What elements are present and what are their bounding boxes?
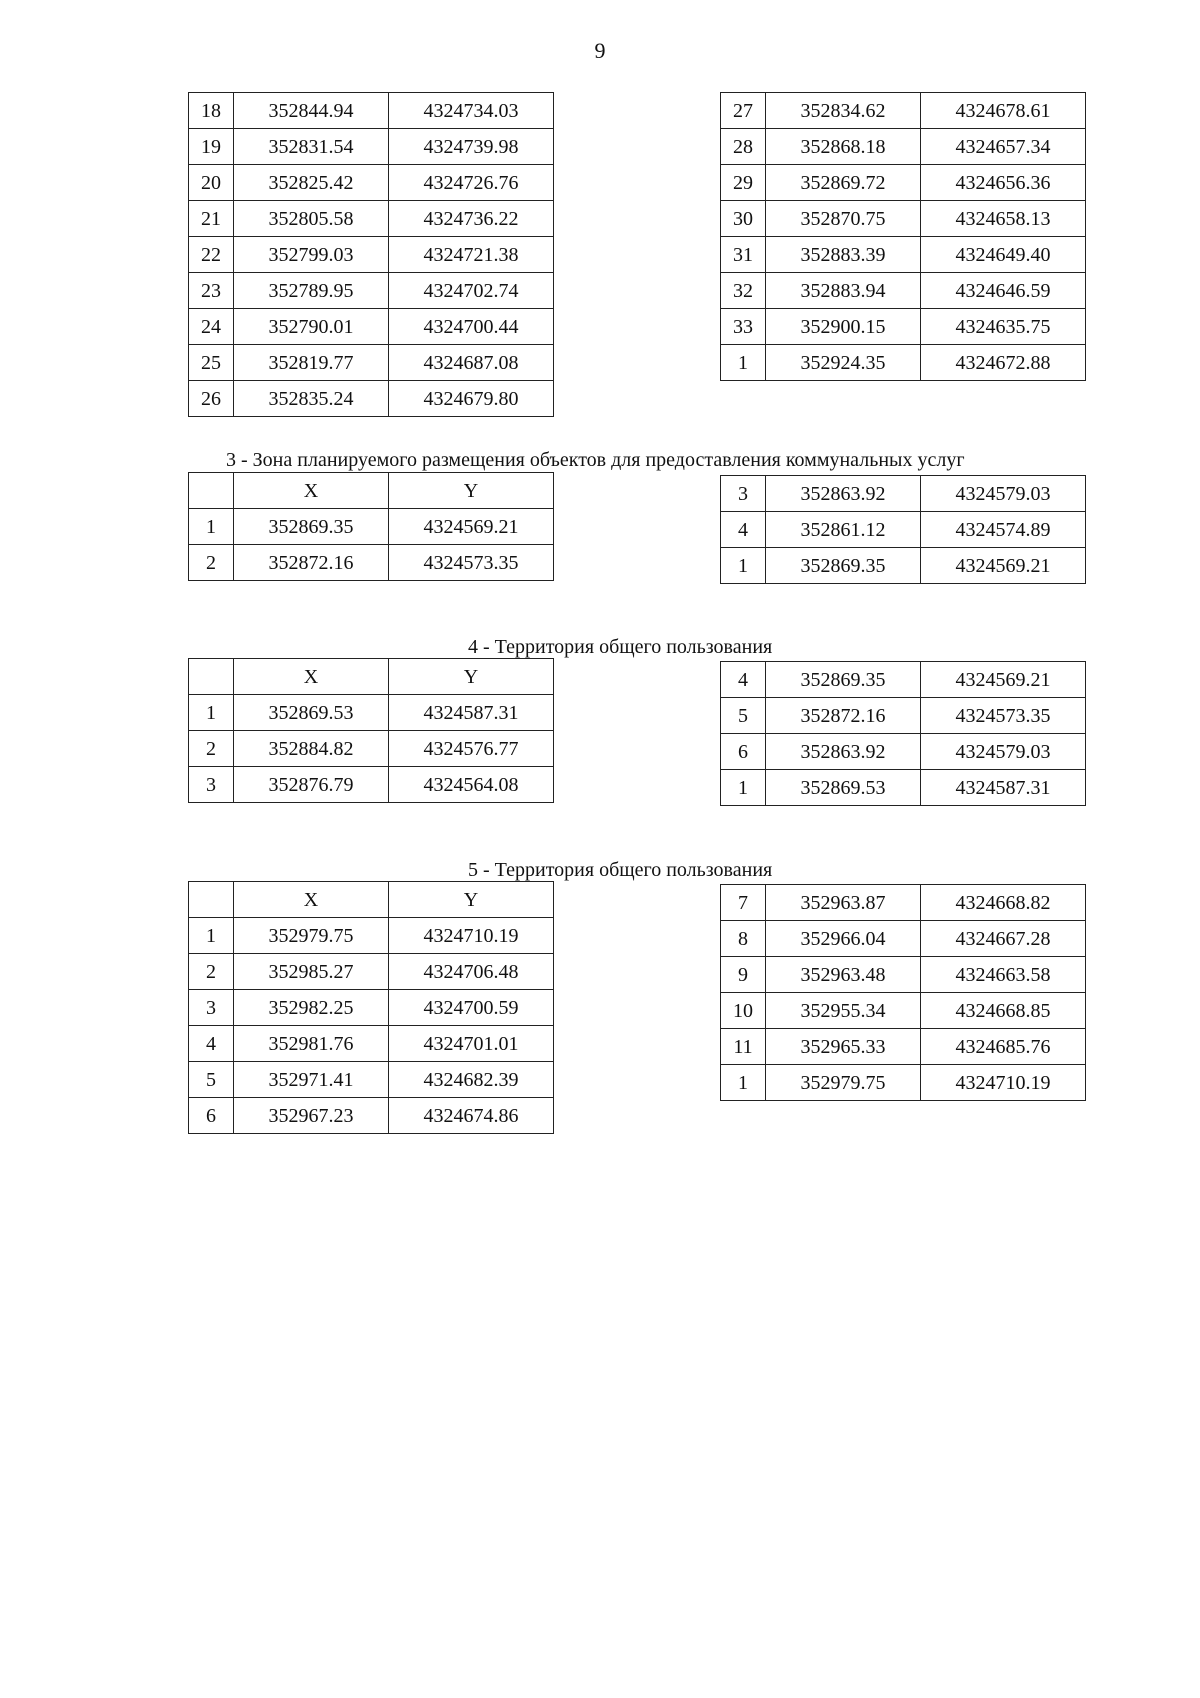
table-row: [189, 509, 554, 545]
table-row: [189, 695, 554, 731]
table-row: [189, 93, 554, 129]
y-coord-cell: 4324576.77: [389, 731, 554, 767]
point-number-cell: 4: [189, 1026, 234, 1062]
header-cell: X: [234, 882, 389, 918]
header-cell: [189, 659, 234, 695]
y-coord-cell: 4324573.35: [389, 545, 554, 581]
y-coord-cell: 4324678.61: [921, 93, 1086, 129]
point-number-cell: 24: [189, 309, 234, 345]
point-number-cell: 6: [189, 1098, 234, 1134]
x-coord-cell: 352872.16: [234, 545, 389, 581]
table-row: [189, 129, 554, 165]
table-header-row: [189, 473, 554, 509]
x-coord-cell: 352831.54: [234, 129, 389, 165]
point-number-cell: 29: [721, 165, 766, 201]
point-number-cell: 3: [721, 476, 766, 512]
x-coord-cell: 352869.53: [766, 770, 921, 806]
y-coord-cell: 4324721.38: [389, 237, 554, 273]
x-coord-cell: 352870.75: [766, 201, 921, 237]
point-number-cell: 7: [721, 885, 766, 921]
point-number-cell: 30: [721, 201, 766, 237]
y-coord-cell: 4324734.03: [389, 93, 554, 129]
y-coord-cell: 4324685.76: [921, 1029, 1086, 1065]
x-coord-cell: 352869.35: [766, 662, 921, 698]
y-coord-cell: 4324579.03: [921, 476, 1086, 512]
x-coord-cell: 352863.92: [766, 476, 921, 512]
header-cell: X: [234, 659, 389, 695]
x-coord-cell: 352868.18: [766, 129, 921, 165]
table-row: [721, 698, 1086, 734]
y-coord-cell: 4324726.76: [389, 165, 554, 201]
x-coord-cell: 352966.04: [766, 921, 921, 957]
table-row: [189, 165, 554, 201]
y-coord-cell: 4324682.39: [389, 1062, 554, 1098]
point-number-cell: 1: [721, 1065, 766, 1101]
y-coord-cell: 4324668.85: [921, 993, 1086, 1029]
table-row: [721, 957, 1086, 993]
coord-table-left: [188, 881, 554, 1134]
point-number-cell: 3: [189, 767, 234, 803]
y-coord-cell: 4324573.35: [921, 698, 1086, 734]
table-row: [721, 993, 1086, 1029]
x-coord-cell: 352924.35: [766, 345, 921, 381]
x-coord-cell: 352981.76: [234, 1026, 389, 1062]
x-coord-cell: 352869.35: [234, 509, 389, 545]
x-coord-cell: 352963.48: [766, 957, 921, 993]
point-number-cell: 11: [721, 1029, 766, 1065]
point-number-cell: 10: [721, 993, 766, 1029]
point-number-cell: 1: [721, 345, 766, 381]
x-coord-cell: 352900.15: [766, 309, 921, 345]
coord-table-right: [720, 92, 1086, 381]
x-coord-cell: 352825.42: [234, 165, 389, 201]
x-coord-cell: 352805.58: [234, 201, 389, 237]
x-coord-cell: 352979.75: [766, 1065, 921, 1101]
table-row: [189, 237, 554, 273]
x-coord-cell: 352971.41: [234, 1062, 389, 1098]
table-row: [189, 201, 554, 237]
table-row: [721, 885, 1086, 921]
point-number-cell: 2: [189, 731, 234, 767]
x-coord-cell: 352955.34: [766, 993, 921, 1029]
y-coord-cell: 4324736.22: [389, 201, 554, 237]
table-row: [721, 129, 1086, 165]
y-coord-cell: 4324635.75: [921, 309, 1086, 345]
table-row: [721, 770, 1086, 806]
y-coord-cell: 4324667.28: [921, 921, 1086, 957]
point-number-cell: 26: [189, 381, 234, 417]
x-coord-cell: 352819.77: [234, 345, 389, 381]
section-title: 5 - Территория общего пользования: [468, 859, 773, 881]
table-row: [721, 1029, 1086, 1065]
table-row: [189, 954, 554, 990]
section-title: 4 - Территория общего пользования: [468, 636, 773, 658]
y-coord-cell: 4324668.82: [921, 885, 1086, 921]
x-coord-cell: 352861.12: [766, 512, 921, 548]
y-coord-cell: 4324700.59: [389, 990, 554, 1026]
y-coord-cell: 4324587.31: [389, 695, 554, 731]
table-row: [189, 731, 554, 767]
table-row: [721, 273, 1086, 309]
y-coord-cell: 4324739.98: [389, 129, 554, 165]
point-number-cell: 9: [721, 957, 766, 993]
y-coord-cell: 4324569.21: [921, 548, 1086, 584]
y-coord-cell: 4324672.88: [921, 345, 1086, 381]
point-number-cell: 4: [721, 662, 766, 698]
table-row: [721, 921, 1086, 957]
y-coord-cell: 4324657.34: [921, 129, 1086, 165]
point-number-cell: 20: [189, 165, 234, 201]
header-cell: Y: [389, 659, 554, 695]
header-cell: [189, 882, 234, 918]
point-number-cell: 18: [189, 93, 234, 129]
coord-table-right: [720, 884, 1086, 1101]
table-row: [721, 201, 1086, 237]
page-number: 9: [594, 38, 606, 63]
point-number-cell: 23: [189, 273, 234, 309]
header-cell: Y: [389, 882, 554, 918]
table-row: [189, 381, 554, 417]
coord-table-right: [720, 475, 1086, 584]
y-coord-cell: 4324574.89: [921, 512, 1086, 548]
table-row: [721, 309, 1086, 345]
table-row: [721, 93, 1086, 129]
table-row: [189, 1098, 554, 1134]
table-row: [189, 273, 554, 309]
table-row: [721, 476, 1086, 512]
y-coord-cell: 4324569.21: [921, 662, 1086, 698]
point-number-cell: 21: [189, 201, 234, 237]
x-coord-cell: 352979.75: [234, 918, 389, 954]
x-coord-cell: 352789.95: [234, 273, 389, 309]
table-row: [721, 512, 1086, 548]
table-row: [189, 1062, 554, 1098]
point-number-cell: 22: [189, 237, 234, 273]
point-number-cell: 19: [189, 129, 234, 165]
table-row: [721, 734, 1086, 770]
x-coord-cell: 352884.82: [234, 731, 389, 767]
point-number-cell: 31: [721, 237, 766, 273]
coord-table-left: [188, 92, 554, 417]
x-coord-cell: 352965.33: [766, 1029, 921, 1065]
table-header-row: [189, 882, 554, 918]
section-title: 3 - Зона планируемого размещения объектов для предоставления коммунальных услуг: [226, 449, 965, 471]
table-row: [721, 345, 1086, 381]
table-row: [189, 1026, 554, 1062]
x-coord-cell: 352876.79: [234, 767, 389, 803]
x-coord-cell: 352985.27: [234, 954, 389, 990]
x-coord-cell: 352844.94: [234, 93, 389, 129]
y-coord-cell: 4324710.19: [921, 1065, 1086, 1101]
point-number-cell: 8: [721, 921, 766, 957]
point-number-cell: 1: [721, 770, 766, 806]
table-row: [189, 545, 554, 581]
y-coord-cell: 4324646.59: [921, 273, 1086, 309]
point-number-cell: 6: [721, 734, 766, 770]
y-coord-cell: 4324701.01: [389, 1026, 554, 1062]
y-coord-cell: 4324679.80: [389, 381, 554, 417]
table-row: [189, 990, 554, 1026]
x-coord-cell: 352834.62: [766, 93, 921, 129]
x-coord-cell: 352982.25: [234, 990, 389, 1026]
y-coord-cell: 4324700.44: [389, 309, 554, 345]
y-coord-cell: 4324658.13: [921, 201, 1086, 237]
x-coord-cell: 352872.16: [766, 698, 921, 734]
y-coord-cell: 4324702.74: [389, 273, 554, 309]
x-coord-cell: 352883.39: [766, 237, 921, 273]
table-row: [721, 662, 1086, 698]
point-number-cell: 1: [189, 509, 234, 545]
coord-table-left: [188, 472, 554, 581]
point-number-cell: 1: [189, 918, 234, 954]
x-coord-cell: 352799.03: [234, 237, 389, 273]
x-coord-cell: 352883.94: [766, 273, 921, 309]
y-coord-cell: 4324706.48: [389, 954, 554, 990]
header-cell: [189, 473, 234, 509]
y-coord-cell: 4324674.86: [389, 1098, 554, 1134]
table-header-row: [189, 659, 554, 695]
table-row: [189, 345, 554, 381]
table-row: [721, 165, 1086, 201]
point-number-cell: 32: [721, 273, 766, 309]
table-row: [189, 918, 554, 954]
point-number-cell: 2: [189, 545, 234, 581]
y-coord-cell: 4324587.31: [921, 770, 1086, 806]
x-coord-cell: 352835.24: [234, 381, 389, 417]
point-number-cell: 33: [721, 309, 766, 345]
coord-table-left: [188, 658, 554, 803]
coord-table-right: [720, 661, 1086, 806]
point-number-cell: 5: [189, 1062, 234, 1098]
point-number-cell: 28: [721, 129, 766, 165]
point-number-cell: 1: [189, 695, 234, 731]
y-coord-cell: 4324687.08: [389, 345, 554, 381]
x-coord-cell: 352790.01: [234, 309, 389, 345]
table-row: [189, 309, 554, 345]
table-row: [721, 237, 1086, 273]
point-number-cell: 4: [721, 512, 766, 548]
y-coord-cell: 4324656.36: [921, 165, 1086, 201]
point-number-cell: 1: [721, 548, 766, 584]
y-coord-cell: 4324579.03: [921, 734, 1086, 770]
point-number-cell: 25: [189, 345, 234, 381]
x-coord-cell: 352967.23: [234, 1098, 389, 1134]
table-row: [721, 548, 1086, 584]
x-coord-cell: 352869.53: [234, 695, 389, 731]
x-coord-cell: 352863.92: [766, 734, 921, 770]
header-cell: Y: [389, 473, 554, 509]
point-number-cell: 3: [189, 990, 234, 1026]
table-row: [721, 1065, 1086, 1101]
x-coord-cell: 352869.35: [766, 548, 921, 584]
point-number-cell: 5: [721, 698, 766, 734]
point-number-cell: 2: [189, 954, 234, 990]
table-row: [189, 767, 554, 803]
x-coord-cell: 352963.87: [766, 885, 921, 921]
y-coord-cell: 4324564.08: [389, 767, 554, 803]
y-coord-cell: 4324663.58: [921, 957, 1086, 993]
header-cell: X: [234, 473, 389, 509]
x-coord-cell: 352869.72: [766, 165, 921, 201]
y-coord-cell: 4324710.19: [389, 918, 554, 954]
y-coord-cell: 4324649.40: [921, 237, 1086, 273]
point-number-cell: 27: [721, 93, 766, 129]
y-coord-cell: 4324569.21: [389, 509, 554, 545]
